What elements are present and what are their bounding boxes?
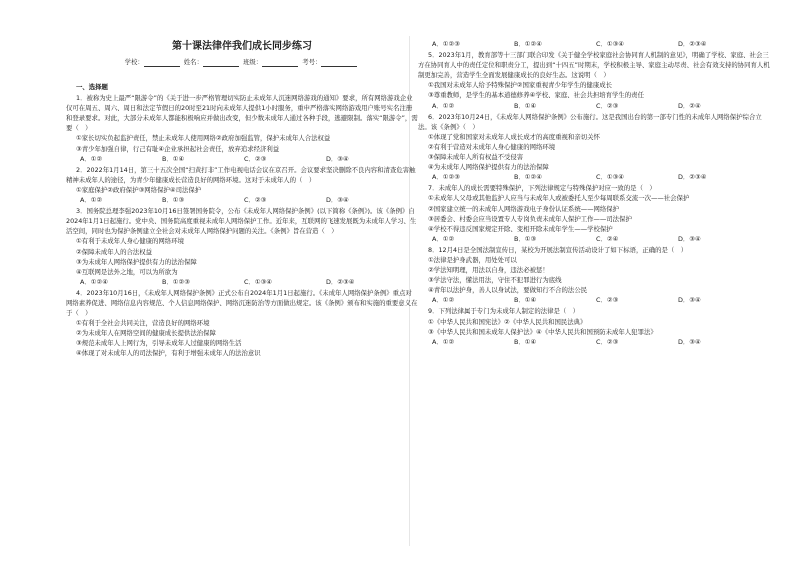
school-label: 学校： xyxy=(124,58,144,66)
answer-choice[interactable]: B．①③ xyxy=(514,234,537,243)
question-option: ③《中华人民共和国未成年人保护法》④《中华人民共和国预防未成年人犯罪法》 xyxy=(428,327,657,336)
question-option: ②国家建立统一的未成年人网络游戏电子身份认证系统——网络保护 xyxy=(428,204,620,213)
question-option: ④学校不得违反国家规定开除、变相开除未成年学生——学校保护 xyxy=(428,224,613,233)
question-stem: 8．12月4日是全国法制宣传日，某校为开展法制宣传活动设计了如下标语，正确的是（ ） xyxy=(428,245,688,254)
answer-choices xyxy=(418,337,770,347)
left-column xyxy=(66,0,418,359)
question-option: ③保障未成年人所有权益不受侵害 xyxy=(428,153,524,162)
question-stem: 5．2023年1月，教育部等十三部门联合印发《关于健全学校家庭社会协同育人机制的意见》，明确了学校、家庭、社会三方在协同育人中的责任定位和职责分工，提出到“十四五”时期末，学校积极主导、家庭主动尽责、社会有效支持的协同育人机制更加完善，营造学生全面发展健康成长的良好生态。这说明（ ） xyxy=(418,51,770,80)
answer-choice[interactable]: A．①② xyxy=(432,296,455,305)
name-label: 姓名： xyxy=(183,58,203,66)
question-option: ③为未成年人网络保护提供有力的法治保障 xyxy=(76,257,197,266)
question-option: ①有利于全社会共同关注，营造良好的网络环境 xyxy=(76,319,210,328)
answer-choice[interactable]: C．②③ xyxy=(244,196,267,205)
exam-no-field[interactable] xyxy=(321,59,357,67)
right-question-list xyxy=(418,39,770,347)
answer-choice[interactable]: A．①② xyxy=(432,337,455,346)
answer-choices xyxy=(418,234,770,244)
answer-choice[interactable]: C．①③④ xyxy=(244,277,273,286)
answer-choice[interactable]: B．①③ xyxy=(162,196,185,205)
question-stem: 7．未成年人的成长需要特殊保护，下列法律规定与特殊保护对应一致的是（ ） xyxy=(428,184,656,193)
answer-choice[interactable]: C．②③ xyxy=(596,337,619,346)
question-item xyxy=(66,206,418,287)
question-option: ②学法知明理，用法以自身，违法必被惩！ xyxy=(428,266,549,275)
answer-choices xyxy=(418,172,770,182)
answer-choices xyxy=(66,154,418,164)
answer-choice[interactable]: B．①②④ xyxy=(514,173,542,182)
question-stem: 4．2023年10月16日，《未成年人网络保护条例》正式公布自2024年1月1日起施行。《未成年人网络保护条例》重点对网络素养促进、网络信息内容规范、个人信息网络保护、网络沉迷防治等方面做出规定。该《条例》颁布和实施的重要意义在于（ ） xyxy=(66,288,418,318)
answer-choice[interactable]: B．①②③ xyxy=(162,277,190,286)
answer-choice[interactable]: D．③④ xyxy=(326,154,349,163)
question-stem: 1．被称为史上最严“限游令”的《关于进一步严格管理切实防止未成年人沉迷网络游戏的通知》要求，所有网络游戏企业仅可在周五、周六、周日和法定节假日的20时至21时向未成年人提供1小时服务，重申严格落实网络游戏用户账号实名注册和登录要求。对此，大部分未成年人都能积极响应并做出改变，但少数未成年人通过各种手段，逃避限制。落实“限游令”，需要（ ） xyxy=(66,94,418,133)
answer-choice[interactable]: B．①④ xyxy=(514,337,537,346)
question-item xyxy=(418,306,770,346)
answer-choice[interactable]: C．①③④ xyxy=(596,40,625,48)
answer-choice[interactable]: D．②③④ xyxy=(678,173,707,182)
answer-choices xyxy=(418,39,770,49)
question-stem: 2．2022年1月14日，第三十五次全国“扫黄打非”工作电视电话会议在京召开。会议要求坚决删除不良内容和清查危害触精神未成年人的途径，为青少年健康成长营造良好的网络环境。这对于未成年人的（ ） xyxy=(66,165,416,184)
name-field[interactable] xyxy=(203,59,239,67)
answer-choice[interactable]: B．①④ xyxy=(162,154,185,163)
answer-choice[interactable]: C．②④ xyxy=(596,234,619,243)
answer-choice[interactable]: D．③④ xyxy=(678,234,701,243)
question-item xyxy=(418,50,770,111)
answer-choice[interactable]: D．②④ xyxy=(678,101,701,110)
question-option: ④青年以法护身，善人以身试法，要做知行不合的法公民 xyxy=(428,286,588,295)
answer-choice[interactable]: A．①② xyxy=(432,101,455,110)
question-option: ③青少年加强自律，行己有耻④企业承担起社会责任，放弃追求经济利益 xyxy=(76,144,280,153)
question-item xyxy=(66,288,418,359)
answer-choice[interactable]: C．②③ xyxy=(596,296,619,305)
answer-choice[interactable]: B．①②④ xyxy=(514,40,542,48)
question-option: ②保障未成年人的合法权益 xyxy=(76,247,153,256)
question-item xyxy=(418,112,770,183)
question-option: ①家庭保护②政府保护③网络保护④司法保护 xyxy=(76,185,202,194)
question-option: ③规范未成年人上网行为，引导未成年人过健康的网络生活 xyxy=(76,339,242,348)
answer-choice[interactable]: D．②③④ xyxy=(678,40,707,48)
question-option: ①体现了党和国家对未成年人成长成才的高度重视和亲切关怀 xyxy=(428,132,600,141)
question-option: ④互联网是法外之地，可以为所欲为 xyxy=(76,267,178,276)
question-option: ②为未成年人在网络空间的健康成长提供法治保障 xyxy=(76,329,216,338)
question-stem: 3．国务院总理李强2023年10月16日签署国务院令，公布《未成年人网络保护条例》(以下简称《条例》)。该《条例》自2024年1月1日起施行。党中央、国务院高度重视未成年人网络保护工作。近年来，互联网的飞速发展既为未成年人学习、生活空间，同时也为保护条例建立全社会对未成年人网络保护问题的关注。《条例》旨在营造（ ） xyxy=(66,207,417,236)
page-title: 第十课法律伴我们成长同步练习 xyxy=(172,41,312,52)
question-stem: 9．下列法律属于专门为未成年人制定的法律是（ ） xyxy=(428,307,580,316)
question-option: ①有利于未成年人身心健康的网络环境 xyxy=(76,237,184,246)
question-option: ③居委会、村委会应当设置专人专岗负责未成年人保护工作——司法保护 xyxy=(428,214,632,223)
question-item xyxy=(418,183,770,244)
class-field[interactable] xyxy=(262,59,298,67)
question-stem: 6．2023年10月24日，《未成年人网络保护条例》公布施行。这是我国出台的第一部专门性的未成年人网络保护综合立法。该《条例》（ ） xyxy=(418,112,762,131)
answer-choice[interactable]: D．③④ xyxy=(678,296,701,305)
question-option: ④为未成年人网络保护提供有力的法治保障 xyxy=(428,163,549,172)
question-option: ①《中华人民共和国宪法》②《中华人民共和国民法典》 xyxy=(428,317,587,326)
answer-choice[interactable]: A．①② xyxy=(80,154,103,163)
answer-choice[interactable]: A．①② xyxy=(432,234,455,243)
question-item xyxy=(66,93,418,164)
answer-choice[interactable]: B．①④ xyxy=(514,101,537,110)
question-option: ①家长切实负起监护责任，禁止未成年人使用网络②政府加强监管，保护未成年人合法权益 xyxy=(76,134,331,143)
answer-choice[interactable]: A．①②③ xyxy=(432,40,460,48)
answer-choice[interactable]: D．③④ xyxy=(326,196,349,205)
student-info-line xyxy=(66,57,418,68)
question-option: ②有利于营造对未成年人身心健康的网络环境 xyxy=(428,142,556,151)
question-item xyxy=(66,165,418,205)
question-option: ①未成年人父母或其他监护人应当与未成年人或被委托人至少每周联系交流一次——社会保护 xyxy=(428,194,690,203)
right-column xyxy=(418,0,770,347)
answer-choice[interactable]: C．①③④ xyxy=(596,173,625,182)
answer-choice[interactable]: A．①②③ xyxy=(432,173,460,182)
answer-choices xyxy=(66,195,418,205)
answer-choices xyxy=(66,277,418,287)
answer-choice[interactable]: D．③④ xyxy=(678,337,701,346)
answer-choice[interactable]: C．②③ xyxy=(596,101,619,110)
question-item xyxy=(418,39,770,49)
answer-choices xyxy=(418,101,770,111)
left-question-list xyxy=(66,93,418,358)
question-option: ③尊重教师，是学生的基本道德修养④学校、家庭、社会共担培育学生的责任 xyxy=(428,91,644,100)
answer-choice[interactable]: B．①④ xyxy=(514,296,537,305)
school-field[interactable] xyxy=(144,59,180,67)
answer-choice[interactable]: A．①② xyxy=(80,196,103,205)
class-label: 班级： xyxy=(243,58,263,66)
exam-no-label: 考号： xyxy=(302,58,322,66)
question-option: ①我国对未成年人给予特殊保护②国家重视青少年学生的健康成长 xyxy=(428,81,613,90)
question-item xyxy=(418,245,770,306)
answer-choice[interactable]: A．①②④ xyxy=(80,277,108,286)
answer-choice[interactable]: D．②③④ xyxy=(326,277,355,286)
question-option: ③学法守法，懂法用法，守住不犯罪进行为底线 xyxy=(428,276,562,285)
section-heading: 一、选择题 xyxy=(76,83,108,91)
answer-choices xyxy=(418,295,770,305)
question-option: ①法律是护身武器，用处处可以 xyxy=(428,255,517,264)
question-option: ④体现了对未成年人的司法保护，有利于增强未成年人的法治意识 xyxy=(76,349,261,358)
answer-choice[interactable]: C．②③ xyxy=(244,154,267,163)
